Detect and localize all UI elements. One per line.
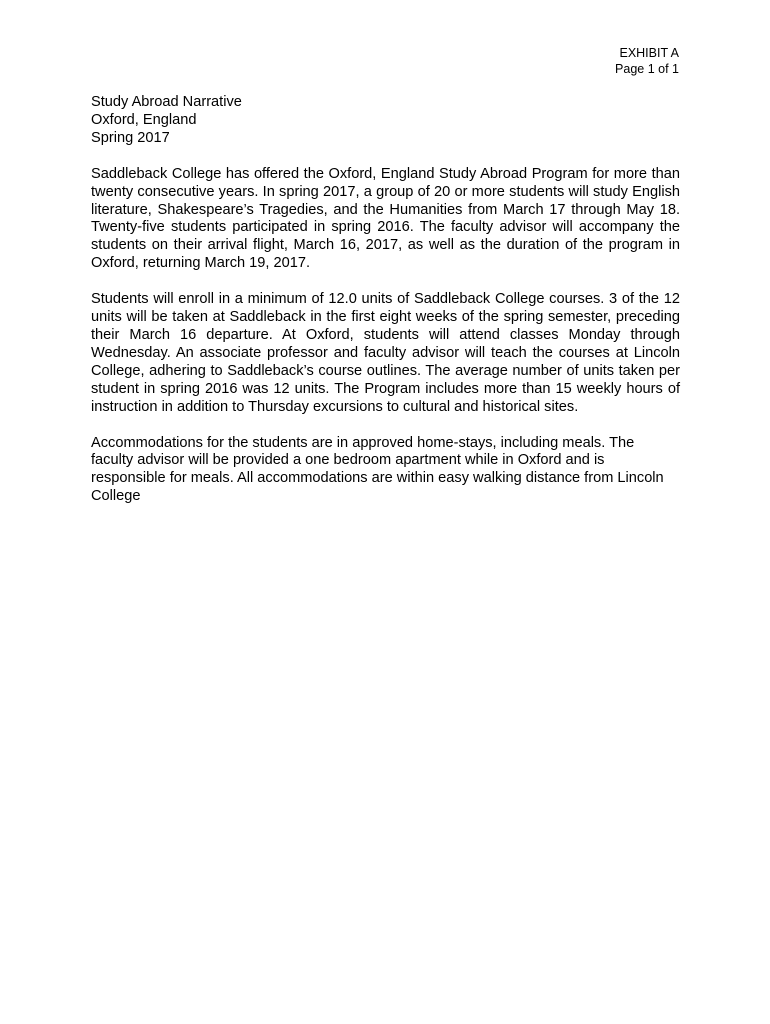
- paragraph-accommodations: Accommodations for the students are in approved home-stays, including meals. The faculty advisor will be provided a one bedroom apartment while in Oxford and is responsible for meals. All accommodations are within easy walking distance from Lincoln College: [91, 434, 664, 505]
- title-block: [91, 94, 680, 148]
- document-title: Study Abroad Narrative: [91, 94, 242, 110]
- page-number: Page 1 of 1: [615, 62, 679, 76]
- paragraph-enrollment: Students will enroll in a minimum of 12.0 units of Saddleback College courses. 3 of the 12 units will be taken at Saddleback in the first eight weeks of the spring semester, preceding their March 16 departure. At Oxford, students will attend classes Monday through Wednesday. An associate professor and faculty advisor will teach the courses at Lincoln College, adhering to Saddleback’s course outlines. The average number of units taken per student in spring 2016 was 12 units. The Program includes more than 15 weekly hours of instruction in addition to Thursday excursions to cultural and historical sites.: [91, 291, 680, 415]
- paragraph-program-overview: Saddleback College has offered the Oxford, England Study Abroad Program for more than twenty consecutive years. In spring 2017, a group of 20 or more students will study English literature, Shakespeare’s Tragedies, and the Humanities from March 17 through May 18. Twenty-five students participated in spring 2016. The faculty advisor will accompany the students on their arrival flight, March 16, 2017, as well as the duration of the program in Oxford, returning March 19, 2017.: [91, 165, 680, 272]
- exhibit-label: EXHIBIT A: [619, 46, 679, 60]
- term-line: Spring 2017: [91, 129, 170, 146]
- location-line: Oxford, England: [91, 111, 197, 128]
- document-body: [91, 94, 680, 524]
- exhibit-header: [615, 45, 679, 77]
